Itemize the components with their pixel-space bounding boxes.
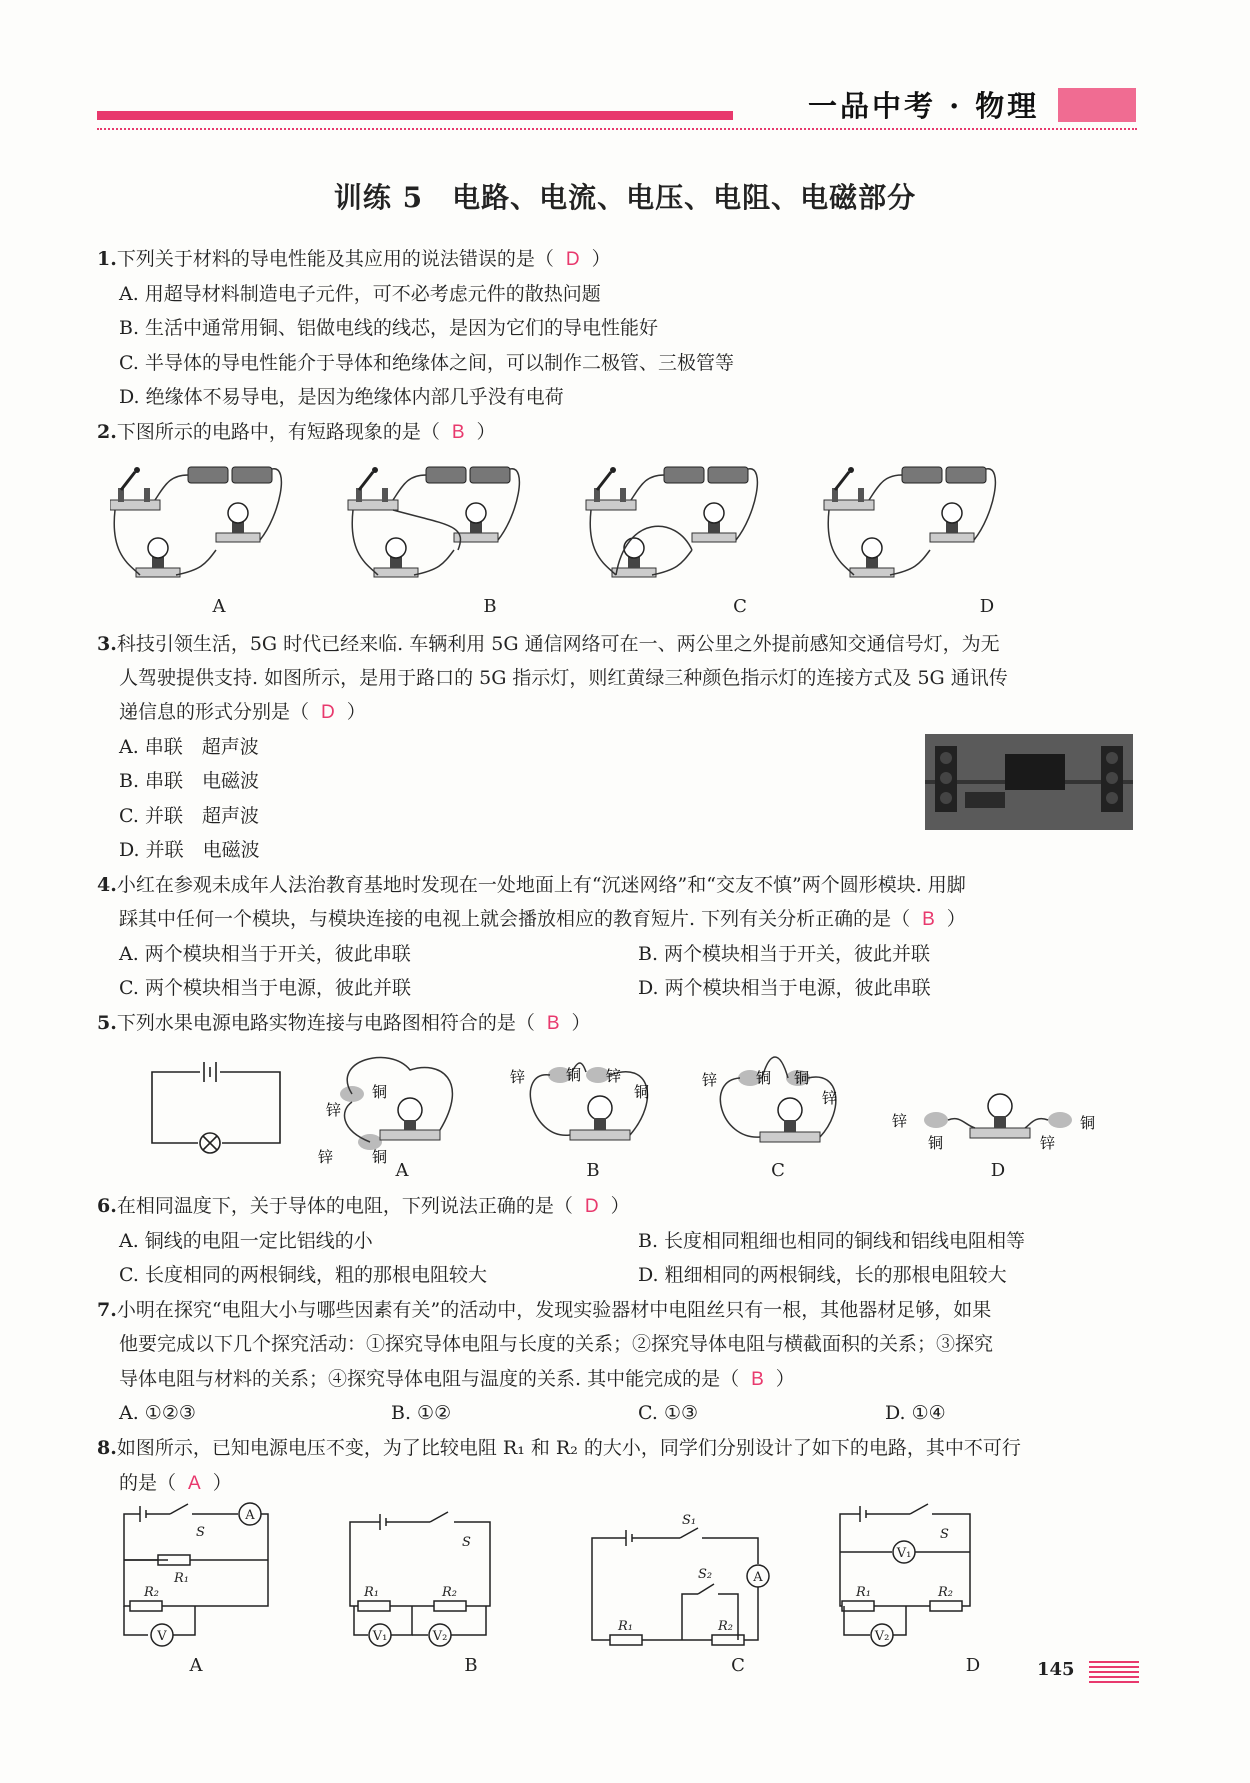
answer-7: B: [751, 1369, 764, 1390]
svg-text:V₂: V₂: [874, 1629, 890, 1644]
header-tab: [1058, 88, 1136, 122]
q8-circuit-d: [840, 1504, 970, 1646]
svg-text:A: A: [753, 1570, 763, 1585]
svg-text:锌: 锌: [1040, 1134, 1056, 1152]
q2-caption-a: A: [212, 596, 226, 617]
q6-option-a: A. 铜线的电阻一定比铝线的小: [119, 1230, 373, 1252]
q6-option-b: B. 长度相同粗细也相同的铜线和铝线电阻相等: [638, 1230, 1026, 1252]
svg-text:铜: 铜: [372, 1148, 388, 1166]
q2-circuit-c: [586, 467, 757, 577]
question-5: 5.下列水果电源电路实物连接与电路图相符合的是（ B ）: [97, 1012, 591, 1034]
q3-option-c: C. 并联 超声波: [119, 805, 259, 827]
svg-text:S₁: S₁: [682, 1513, 697, 1528]
svg-text:S: S: [940, 1527, 949, 1542]
q3-option-b: B. 串联 电磁波: [119, 770, 260, 792]
q2-circuit-a: [110, 467, 281, 577]
section-title: 训练 5 电路、电流、电压、电阻、电磁部分: [333, 181, 917, 214]
svg-text:R₂: R₂: [718, 1619, 733, 1634]
q8-caption-c: C: [731, 1655, 745, 1676]
svg-text:锌: 锌: [702, 1071, 718, 1089]
svg-text:锌: 锌: [510, 1068, 526, 1086]
question-7-line1: 7.小明在探究“电阻大小与哪些因素有关”的活动中，发现实验器材中电阻丝只有一根，其他器材足够，如果: [97, 1299, 992, 1321]
question-7-line3: 导体电阻与材料的关系；④探究导体电阻与温度的关系. 其中能完成的是（ B ）: [119, 1368, 795, 1390]
q3-option-a: A. 串联 超声波: [119, 736, 259, 758]
answer-8: A: [188, 1473, 201, 1494]
svg-text:V₁: V₁: [372, 1629, 388, 1644]
q5-caption-a: A: [395, 1160, 409, 1181]
q5-fruit-circuit-a: [318, 1058, 452, 1166]
q5-schematic: [152, 1062, 280, 1153]
q8-circuit-c: [592, 1513, 769, 1645]
svg-text:A: A: [245, 1508, 255, 1523]
svg-text:R₂: R₂: [442, 1585, 457, 1600]
q5-caption-d: D: [990, 1160, 1006, 1181]
5g-traffic-light-photo: [925, 734, 1133, 830]
question-4-line2: 踩其中任何一个模块，与模块连接的电视上就会播放相应的教育短片. 下列有关分析正确的是（ B ）: [119, 908, 966, 930]
question-6: 6.在相同温度下，关于导体的电阻，下列说法正确的是（ D ）: [97, 1195, 630, 1217]
q7-option-a: A. ①②③: [119, 1402, 196, 1424]
question-8-line2: 的是（ A ）: [119, 1472, 232, 1494]
svg-text:铜: 铜: [566, 1066, 582, 1084]
answer-3: D: [321, 702, 335, 723]
svg-text:V₂: V₂: [432, 1629, 448, 1644]
q8-circuit-a: [124, 1503, 268, 1646]
question-4-line1: 4.小红在参观未成年人法治教育基地时发现在一处地面上有“沉迷网络”和“交友不慎”两个圆形模块. 用脚: [97, 874, 966, 896]
q8-caption-d: D: [965, 1655, 981, 1676]
svg-text:锌: 锌: [326, 1101, 342, 1119]
page-number-block: [1037, 1657, 1137, 1687]
header-dotted-rule: [97, 128, 1137, 130]
q4-option-d: D. 两个模块相当于电源，彼此串联: [638, 977, 931, 999]
header-bar: [97, 111, 733, 120]
q8-circuit-b: [350, 1512, 490, 1646]
svg-text:铜: 铜: [372, 1083, 388, 1101]
question-3-line2: 人驾驶提供支持. 如图所示，是用于路口的 5G 指示灯，则红黄绿三种颜色指示灯的连接方式及 5G 通讯传: [119, 667, 1008, 689]
q1-option-b: B. 生活中通常用铜、铝做电线的线芯，是因为它们的导电性能好: [119, 317, 659, 339]
question-7-line2: 他要完成以下几个探究活动：①探究导体电阻与长度的关系；②探究导体电阻与横截面积的关系；③探究: [119, 1333, 994, 1355]
svg-text:铜: 铜: [756, 1069, 772, 1087]
q2-circuit-b: [348, 467, 519, 577]
svg-text:R₁: R₁: [618, 1619, 633, 1634]
svg-text:铜: 铜: [794, 1069, 810, 1087]
svg-text:V: V: [157, 1629, 167, 1644]
svg-text:铜: 铜: [1080, 1114, 1096, 1132]
q5-fruit-circuit-c: [702, 1057, 837, 1142]
svg-text:V₁: V₁: [896, 1546, 912, 1561]
question-3-line3: 递信息的形式分别是（ D ）: [119, 701, 366, 723]
q1-option-c: C. 半导体的导电性能介于导体和绝缘体之间，可以制作二极管、三极管等: [119, 352, 734, 374]
answer-5: B: [546, 1013, 560, 1034]
q5-fruit-circuit-b: [510, 1063, 649, 1140]
svg-text:R₂: R₂: [144, 1585, 159, 1600]
svg-text:S: S: [462, 1535, 471, 1550]
question-3-line1: 3.科技引领生活，5G 时代已经来临. 车辆利用 5G 通信网络可在一、两公里之外提前感知交通信号灯，为无: [97, 633, 1000, 655]
q1-option-a: A. 用超导材料制造电子元件，可不必考虑元件的散热问题: [119, 283, 601, 305]
q4-option-b: B. 两个模块相当于开关，彼此并联: [638, 943, 931, 965]
q2-caption-b: B: [483, 596, 497, 617]
svg-text:锌: 锌: [606, 1067, 622, 1085]
svg-text:锌: 锌: [318, 1148, 334, 1166]
svg-text:R₂: R₂: [938, 1585, 953, 1600]
svg-text:锌: 锌: [892, 1112, 908, 1130]
q2-circuit-d: [824, 467, 995, 577]
q7-option-d: D. ①④: [885, 1402, 946, 1424]
svg-text:S₂: S₂: [698, 1567, 713, 1582]
q5-caption-c: C: [771, 1160, 785, 1181]
svg-text:锌: 锌: [822, 1089, 838, 1107]
q2-caption-d: D: [979, 596, 995, 617]
q8-caption-b: B: [464, 1655, 478, 1676]
header-title: 一品中考 · 物理: [808, 89, 1040, 123]
answer-4: B: [922, 909, 935, 930]
q3-option-d: D. 并联 电磁波: [119, 839, 260, 861]
answer-6: D: [584, 1196, 599, 1217]
q8-caption-a: A: [189, 1655, 203, 1676]
q2-caption-c: C: [733, 596, 747, 617]
question-2: 2.下图所示的电路中，有短路现象的是（ B ）: [97, 421, 496, 443]
q6-option-c: C. 长度相同的两根铜线，粗的那根电阻较大: [119, 1264, 487, 1286]
page-number: 145: [1037, 1659, 1075, 1680]
q6-option-d: D. 粗细相同的两根铜线，长的那根电阻较大: [638, 1264, 1007, 1286]
svg-text:R₁: R₁: [174, 1571, 189, 1586]
q2-circuit-figures: [110, 455, 1110, 590]
q1-option-d: D. 绝缘体不易导电，是因为绝缘体内部几乎没有电荷: [119, 386, 564, 408]
answer-2: B: [451, 422, 465, 443]
q4-option-c: C. 两个模块相当于电源，彼此并联: [119, 977, 411, 999]
question-1: 1.下列关于材料的导电性能及其应用的说法错误的是（ D ）: [97, 248, 611, 270]
q5-figures: [140, 1050, 1120, 1170]
svg-text:铜: 铜: [928, 1134, 944, 1152]
q8-circuit-diagrams: [110, 1500, 1110, 1660]
svg-text:铜: 铜: [634, 1083, 650, 1101]
q4-option-a: A. 两个模块相当于开关，彼此串联: [119, 943, 411, 965]
svg-text:S: S: [196, 1525, 205, 1540]
page-number-stripes: [1089, 1661, 1139, 1685]
q5-fruit-circuit-d: [892, 1094, 1095, 1152]
svg-text:R₁: R₁: [856, 1585, 871, 1600]
question-8-line1: 8.如图所示，已知电源电压不变，为了比较电阻 R₁ 和 R₂ 的大小，同学们分别设计了如下的电路，其中不可行: [97, 1437, 1021, 1459]
svg-text:R₁: R₁: [364, 1585, 379, 1600]
q7-option-b: B. ①②: [391, 1402, 452, 1424]
answer-1: D: [565, 249, 580, 270]
q7-option-c: C. ①③: [638, 1402, 699, 1424]
q5-caption-b: B: [586, 1160, 600, 1181]
